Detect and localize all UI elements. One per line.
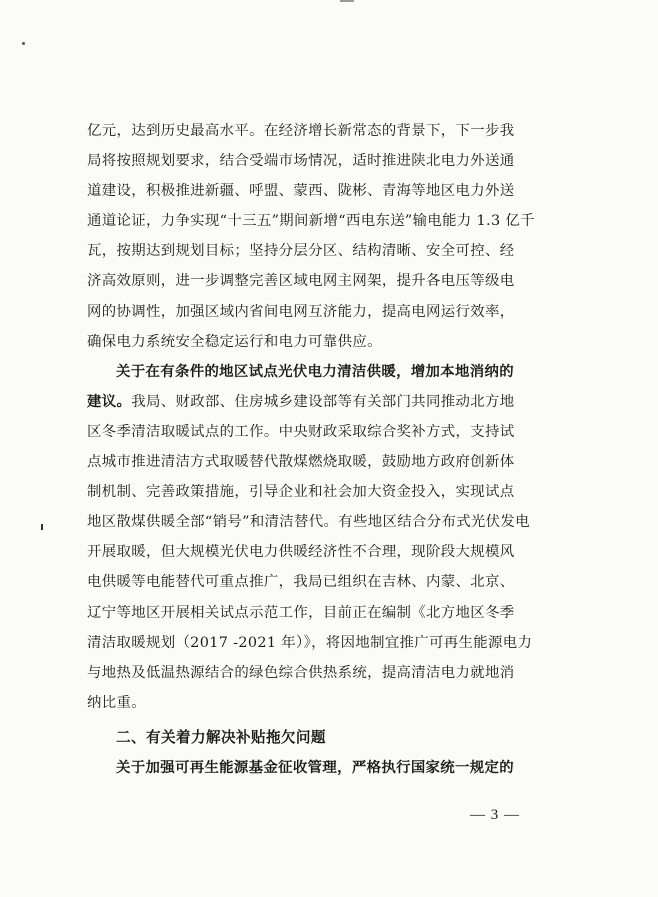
text-line: 电供暖等电能替代可重点推广，我局已组织在吉林、内蒙、北京、: [87, 574, 515, 591]
text-line: 地区散煤供暖全部“销号”和清洁替代。有些地区结合分布式光伏发电: [87, 514, 530, 531]
paragraph: [87, 357, 565, 718]
scan-mark: [340, 0, 354, 2]
text-line: 清洁取暖规划（2017 -2021 年）》，将因地制宜推广可再生能源电力: [87, 634, 533, 651]
scan-mark: [22, 42, 25, 45]
scan-mark: [41, 524, 43, 530]
bold-lead-text: 建议。: [87, 392, 132, 410]
text-line: 点城市推进清洁方式取暖替代散煤燃烧取暖，鼓励地方政府创新体: [87, 454, 515, 471]
text-line: 瓦，按期达到规划目标；坚持分层分区、结构清晰、安全可控、经: [87, 243, 515, 260]
paragraph: [87, 116, 565, 357]
text-line: 区冬季清洁取暖试点的工作。中央财政采取综合奖补方式，支持试: [87, 423, 515, 440]
text-line: [87, 387, 565, 417]
text-line: 开展取暖，但大规模光伏电力供暖经济性不合理，现阶段大规模风: [87, 544, 515, 561]
page-number: — 3 —: [470, 807, 520, 823]
paragraph: [87, 753, 565, 783]
text-line: 网的协调性，加强区域内省间电网互济能力，提高电网运行效率，: [87, 303, 515, 320]
bold-lead-line: 关于在有条件的地区试点光伏电力清洁供暖，增加本地消纳的: [116, 362, 514, 380]
text-line: 通道论证，力争实现“十三五”期间新增“西电东送”输电能力 1.3 亿千: [87, 213, 535, 230]
text-line: 与地热及低温热源结合的绿色综合供热系统，提高清洁电力就地消: [87, 664, 515, 681]
text-line: 局将按照规划要求，结合受端市场情况，适时推进陕北电力外送通: [87, 153, 515, 170]
document-body: [87, 116, 565, 783]
text-line: 确保电力系统安全稳定运行和电力可靠供应。: [87, 333, 382, 350]
section-heading: 二、有关着力解决补贴拖欠问题: [116, 728, 326, 746]
text-line: 亿元，达到历史最高水平。在经济增长新常态的背景下，下一步我: [87, 123, 515, 139]
text-line: 辽宁等地区开展相关试点示范工作，目前正在编制《北方地区冬季: [87, 604, 515, 621]
bold-lead-line: 关于加强可再生能源基金征收管理，严格执行国家统一规定的: [116, 758, 514, 776]
text-line: 纳比重。: [87, 694, 146, 711]
text-line: 制机制、完善政策措施，引导企业和社会加大资金投入，实现试点: [87, 484, 515, 501]
text-run: 我局、财政部、住房城乡建设部等有关部门共同推动北方地: [131, 393, 515, 410]
text-line: 道建设，积极推进新疆、呼盟、蒙西、陇彬、青海等地区电力外送: [87, 183, 515, 200]
text-line: 济高效原则，进一步调整完善区域电网主网架，提升各电压等级电: [87, 273, 515, 290]
